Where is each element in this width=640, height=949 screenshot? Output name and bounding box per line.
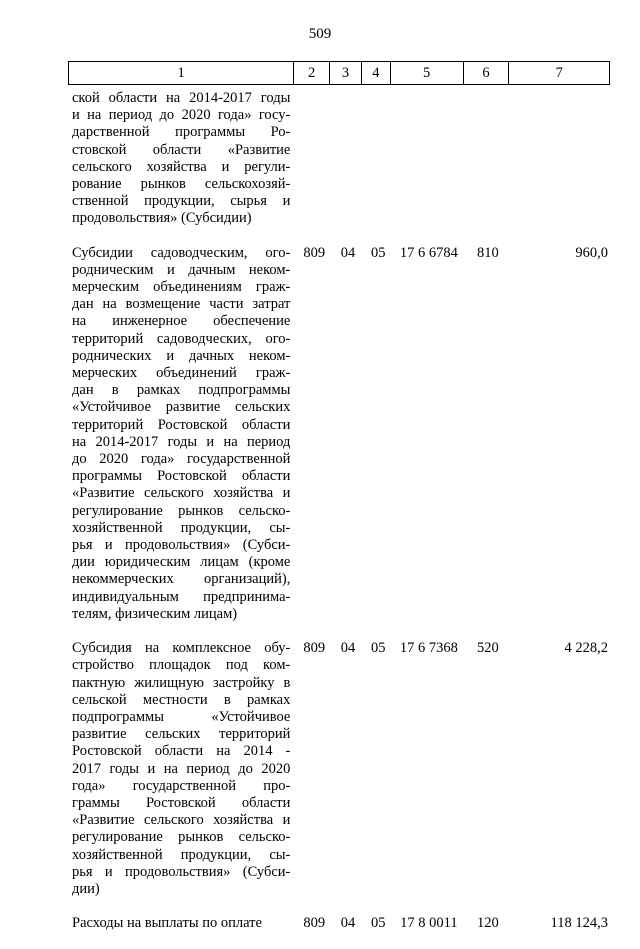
description-line: некоммерческих организаций), bbox=[72, 571, 291, 588]
row-code-4: 05 bbox=[371, 244, 386, 261]
description-line: рование рынков сельскохозяй- bbox=[72, 176, 291, 193]
description-line: дан на возмещение части затрат bbox=[72, 296, 291, 313]
description-line: Субсидия на комплексное обу- bbox=[72, 640, 291, 657]
description-line: на инженерное обеспечение bbox=[72, 313, 291, 330]
row-code-3 bbox=[332, 90, 364, 228]
row-code-2: 809 bbox=[303, 640, 326, 657]
header-col-2: 2 bbox=[294, 62, 330, 84]
row-description bbox=[68, 640, 296, 898]
description-line: до 2020 года» государственной bbox=[72, 451, 291, 468]
row-amount bbox=[511, 90, 610, 228]
description-line: регулирование рынков сельско- bbox=[72, 829, 291, 846]
description-line: и на период до 2020 года» госу- bbox=[72, 107, 291, 124]
row-code-3: 04 bbox=[340, 640, 356, 657]
row-code-5: 17 6 7368 bbox=[399, 640, 458, 657]
description-line: Субсидии садоводческим, ого- bbox=[72, 244, 291, 261]
description-line: дарственной программы Ро- bbox=[72, 124, 291, 141]
description-line: регулирование рынков сельско- bbox=[72, 502, 291, 519]
row-code-6 bbox=[465, 90, 511, 228]
description-line: телям, физическим лицам) bbox=[72, 605, 238, 622]
row-description bbox=[68, 90, 296, 228]
row-amount: 4 228,2 bbox=[564, 640, 609, 657]
description-line: территорий садоводческих, ого- bbox=[72, 330, 291, 347]
header-col-6: 6 bbox=[464, 62, 510, 84]
description-line: 2017 годы и на период до 2020 bbox=[72, 760, 291, 777]
description-line: дии юридическим лицам (кроме bbox=[72, 554, 291, 571]
row-code-4: 05 bbox=[371, 915, 386, 932]
row-code-3: 04 bbox=[340, 915, 356, 932]
row-description bbox=[68, 915, 296, 932]
description-line: Расходы на выплаты по оплате bbox=[72, 915, 262, 932]
description-line: ской области на 2014-2017 годы bbox=[72, 90, 291, 106]
description-line: рья и продовольствия» (Субси- bbox=[72, 863, 291, 880]
row-code-5 bbox=[393, 90, 465, 228]
description-line: подпрограммы «Устойчивое bbox=[72, 708, 291, 725]
description-line: дан в рамках подпрограммы bbox=[72, 382, 291, 399]
description-line: хозяйственной продукции, сы- bbox=[72, 519, 291, 536]
description-line: ственной продукции, сырья и bbox=[72, 193, 291, 210]
row-code-6: 520 bbox=[477, 640, 499, 657]
page-number: 509 bbox=[308, 26, 332, 42]
row-code-4 bbox=[364, 90, 393, 228]
row-code-2: 809 bbox=[303, 915, 326, 932]
description-line: на 2014-2017 годы и на период bbox=[72, 433, 291, 450]
row-code-6: 810 bbox=[477, 244, 499, 261]
table-row bbox=[68, 640, 610, 898]
row-code-5: 17 8 0011 bbox=[400, 915, 458, 932]
header-col-5: 5 bbox=[391, 62, 464, 84]
description-line: хозяйственной продукции, сы- bbox=[72, 846, 291, 863]
table-row bbox=[68, 245, 610, 623]
row-amount: 960,0 bbox=[575, 244, 609, 261]
description-line: «Устойчивое развитие сельских bbox=[72, 399, 291, 416]
description-line: стовской области «Развитие bbox=[72, 141, 291, 158]
description-line: продовольствия» (Субсидии) bbox=[72, 210, 252, 227]
row-code-4: 05 bbox=[371, 640, 386, 657]
table-body bbox=[68, 90, 610, 949]
description-line: сельского хозяйства и регули- bbox=[72, 158, 291, 175]
description-line: сельской местности в рамках bbox=[72, 691, 291, 708]
description-line: развитие сельских территорий bbox=[72, 726, 291, 743]
description-line: стройство площадок под ком- bbox=[72, 657, 291, 674]
row-code-3: 04 bbox=[340, 244, 356, 261]
table-row bbox=[68, 915, 610, 932]
row-code-6: 120 bbox=[477, 915, 499, 932]
header-col-3: 3 bbox=[330, 62, 362, 84]
description-line: мерческим объединениям граж- bbox=[72, 279, 291, 296]
row-code-2: 809 bbox=[303, 244, 326, 261]
table-header bbox=[68, 61, 610, 85]
description-line: «Развитие сельского хозяйства и bbox=[72, 485, 291, 502]
description-line: дии) bbox=[72, 880, 100, 897]
description-line: «Развитие сельского хозяйства и bbox=[72, 812, 291, 829]
row-amount: 118 124,3 bbox=[550, 915, 609, 932]
row-code-2 bbox=[296, 90, 332, 228]
description-line: года» государственной про- bbox=[72, 777, 291, 794]
description-line: роднических и дачных неком- bbox=[72, 347, 291, 364]
description-line: граммы Ростовской области bbox=[72, 794, 291, 811]
description-line: программы Ростовской области bbox=[72, 468, 291, 485]
table-row bbox=[68, 90, 610, 228]
description-line: территорий Ростовской области bbox=[72, 416, 291, 433]
description-line: пактную жилищную застройку в bbox=[72, 674, 291, 691]
header-col-4: 4 bbox=[362, 62, 391, 84]
description-line: рья и продовольствия» (Субси- bbox=[72, 537, 291, 554]
header-col-1: 1 bbox=[69, 62, 294, 84]
row-description bbox=[68, 245, 296, 623]
header-col-7: 7 bbox=[555, 65, 563, 81]
description-line: индивидуальным предпринима- bbox=[72, 588, 291, 605]
row-code-5: 17 6 6784 bbox=[399, 244, 458, 261]
description-line: мерческих объединений граж- bbox=[72, 365, 291, 382]
description-line: родническим и дачным неком- bbox=[72, 261, 291, 278]
description-line: Ростовской области на 2014 - bbox=[72, 743, 291, 760]
